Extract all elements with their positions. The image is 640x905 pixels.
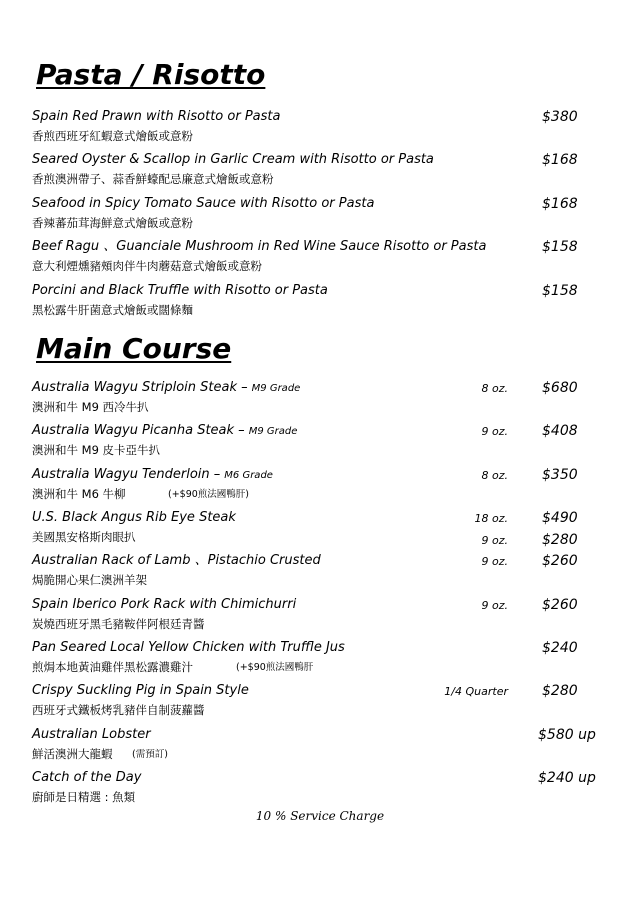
item-price-secondary: $280: [542, 532, 578, 548]
item-price: $168: [542, 152, 578, 168]
item-name-zh: 意大利煙燻豬頰肉伴牛肉蘑菇意式燴飯或意粉: [32, 259, 262, 273]
item-price: $680: [542, 380, 578, 396]
item-price: $350: [542, 467, 578, 483]
menu-item-suckling-pig: [0, 682, 640, 726]
item-price: $240: [542, 640, 578, 656]
menu-item-wagyu-tenderloin: [0, 466, 640, 510]
item-name-zh: 澳洲和牛 M6 牛柳: [32, 487, 126, 501]
item-name-zh: 廚師是日精選 : 魚類: [32, 790, 136, 804]
item-name-en: Seafood in Spicy Tomato Sauce with Risotto or Pasta: [32, 196, 375, 211]
item-size-secondary: 9 oz.: [481, 534, 508, 547]
item-note: (需預訂): [132, 749, 168, 760]
item-size: 8 oz.: [481, 469, 508, 482]
item-name-zh: 焗脆開心果仁澳洲羊架: [32, 573, 147, 587]
item-note: (+$90煎法國鴨肝: [236, 662, 314, 673]
item-name-en: Spain Iberico Pork Rack with Chimichurri: [32, 597, 297, 612]
item-size: 8 oz.: [481, 382, 508, 395]
item-size: 18 oz.: [474, 512, 508, 525]
item-name-en: Spain Red Prawn with Risotto or Pasta: [32, 109, 281, 124]
item-name-en: U.S. Black Angus Rib Eye Steak: [32, 510, 236, 525]
item-name-zh: 西班牙式鐵板烤乳豬伴自制菠蘿醬: [32, 703, 205, 717]
item-name-en: [32, 422, 297, 441]
item-name-en: Porcini and Black Truffle with Risotto or Pasta: [32, 283, 328, 298]
item-name-en: Catch of the Day: [32, 770, 142, 785]
item-price: $260: [542, 597, 578, 613]
item-name-en: Australian Rack of Lamb 、Pistachio Crusted: [32, 553, 321, 568]
item-price: $240 up: [538, 770, 596, 786]
menu-item-wagyu-picanha: [0, 422, 640, 466]
item-name-zh: 鮮活澳洲大龍蝦: [32, 747, 113, 761]
menu-item-wagyu-striploin: [0, 379, 640, 423]
item-name-zh: 澳洲和牛 M9 西冷牛扒: [32, 400, 149, 414]
menu-item-australian-lobster: [0, 726, 640, 770]
menu-item-rack-of-lamb: [0, 552, 640, 596]
main-course-section-title: Main Course: [36, 332, 232, 365]
item-name-en: Pan Seared Local Yellow Chicken with Truffle Jus: [32, 640, 345, 655]
item-size: 1/4 Quarter: [444, 685, 508, 698]
menu-item-beef-ragu: [0, 238, 640, 282]
menu-item-yellow-chicken: [0, 639, 640, 683]
menu-item-angus-rib-eye: [0, 509, 640, 553]
menu-item-porcini-truffle: [0, 282, 640, 326]
menu-item-seafood-tomato: [0, 195, 640, 239]
item-name-en: Beef Ragu 、Guanciale Mushroom in Red Wine Sauce Risotto or Pasta: [32, 239, 487, 254]
item-price: $408: [542, 423, 578, 439]
item-price: $158: [542, 239, 578, 255]
item-name-en: [32, 379, 300, 398]
item-price: $580 up: [538, 727, 596, 743]
item-name-en: [32, 466, 273, 485]
item-price: $168: [542, 196, 578, 212]
item-price: $260: [542, 553, 578, 569]
item-grade: M6 Grade: [224, 470, 273, 481]
menu-item-red-prawn: [0, 108, 640, 152]
item-size: 9 oz.: [481, 599, 508, 612]
service-charge-note: 10 % Service Charge: [255, 809, 385, 823]
menu-item-oyster-scallop: [0, 151, 640, 195]
item-name-zh: 香辣蕃茄茸海鮮意式燴飯或意粉: [32, 216, 193, 230]
item-name-zh: 黑松露牛肝菌意式燴飯或闊條麵: [32, 303, 193, 317]
item-name-en-text: Australia Wagyu Tenderloin –: [32, 467, 221, 482]
item-name-zh: 澳洲和牛 M9 皮卡亞牛扒: [32, 443, 161, 457]
item-name-zh: 美國黑安格斯肉眼扒: [32, 530, 136, 544]
item-name-zh: 煎焗本地黃油雞伴黑松露濃雞汁: [32, 660, 193, 674]
item-name-en: Crispy Suckling Pig in Spain Style: [32, 683, 249, 698]
item-name-en-text: Australia Wagyu Striploin Steak –: [32, 380, 248, 395]
item-size: 9 oz.: [481, 425, 508, 438]
item-price: $158: [542, 283, 578, 299]
pasta-section-title: Pasta / Risotto: [36, 58, 266, 91]
item-size: 9 oz.: [481, 555, 508, 568]
item-grade: M9 Grade: [251, 383, 301, 394]
menu-item-catch-of-the-day: [0, 769, 640, 813]
item-price: $380: [542, 109, 578, 125]
item-note: (+$90煎法國鴨肝): [168, 489, 250, 500]
item-price: $490: [542, 510, 578, 526]
item-price: $280: [542, 683, 578, 699]
item-name-en: Australian Lobster: [32, 727, 151, 742]
item-name-zh: 香煎西班牙紅蝦意式燴飯或意粉: [32, 129, 193, 143]
item-name-en-text: Australia Wagyu Picanha Steak –: [32, 423, 245, 438]
menu-item-iberico-pork: [0, 596, 640, 640]
item-name-zh: 香煎澳洲帶子、蒜香鮮蠔配忌廉意式燴飯或意粉: [32, 172, 274, 186]
item-name-en: Seared Oyster & Scallop in Garlic Cream with Risotto or Pasta: [32, 152, 434, 167]
item-name-zh: 炭燒西班牙黑毛豬鞍伴阿根廷青醬: [32, 617, 205, 631]
item-grade: M9 Grade: [248, 426, 298, 437]
